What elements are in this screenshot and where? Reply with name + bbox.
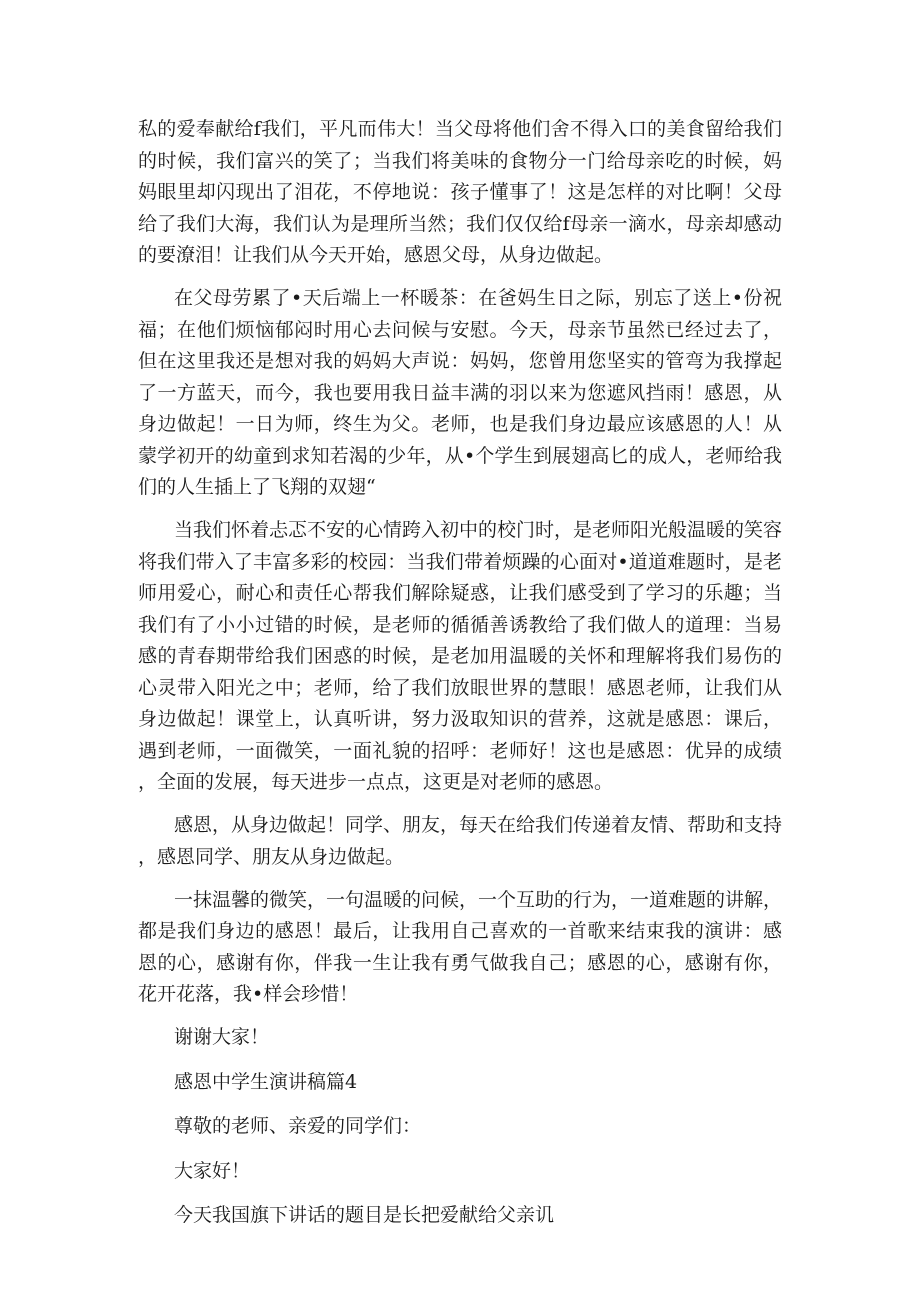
paragraph-1: 私的爱奉献给f我们，平凡而伟大！当父母将他们舍不得入口的美食留给我们的时候，我们富兴的笑了；当我们将美味的食物分一门给母亲吃的时候，妈妈眼里却闪现出了泪花，不停地说：孩子懂事了！这是怎样的对比啊！父母给了我们大海，我们认为是理所当然；我们仅仅给f母亲一滴水，母亲却感动的要潦泪！让我们从今天开始，感恩父母，从身边做起。 (138, 118, 782, 266)
paragraph-2: 在父母劳累了•天后端上一杯暖茶：在爸妈生日之际，别忘了送上•份祝福；在他们烦恼郁闷时用心去问候与安慰。今天，母亲节虽然已经过去了，但在这里我还是想对我的妈妈大声说：妈妈，您曾用您坚实的管弯为我撑起了一方蓝天，而今，我也要用我日益丰满的羽以来为您遮风挡雨！感恩，从身边做起！一日为师，终生为父。老师，也是我们身边最应该感恩的人！从蒙学初开的幼童到求知若渴的少年，从•个学生到展翅高匕的成人，老师给我们的人生插上了飞翔的双翅“ (138, 287, 782, 498)
closing-thanks: 谢谢大家！ (174, 1026, 270, 1048)
paragraph-4: 感恩，从身边做起！同学、朋友，每天在给我们传递着友情、帮助和支持，感恩同学、朋友从身边做起。 (138, 814, 783, 868)
greeting: 大家好！ (174, 1159, 251, 1182)
topic-line: 今天我国旗下讲话的题目是长把爱献给父亲讥 (174, 1204, 555, 1226)
paragraph-5: 一抹温馨的微笑，一句温暖的问候，一个互助的行为，一道难题的讲解，都是我们身边的感恩！最后，让我用自己喜欢的一首歌来结束我的演讲：感恩的心，感谢有你，伴我一生让我有勇气做我自己；感恩的心，感谢有你，花开花落，我•样会珍惜！ (138, 888, 783, 1005)
paragraph-3: 当我们怀着忐忑不安的心情跨入初中的校门时，是老师阳光般温暖的笑容将我们带入了丰富多彩的校园：当我们带着烦躁的心面对•道道难题时，是老师用爱心，耐心和责任心帮我们解除疑惑，让我们感受到了学习的乐趣；当我们有了小小过错的时候，是老师的循循善诱教给了我们做人的道理：当易感的青春期带给我们困惑的时候，是老加用温暖的关怀和理解将我们易伤的心灵带入阳光之中；老师，给了我们放眼世界的慧眼！感恩老师，让我们从身边做起！课堂上，认真听讲，努力汲取知识的营养，这就是感恩：课后，遇到老师，一面微笑，一面礼貌的招呼：老师好！这也是感恩：优异的成绩，全面的发展，每天进步一点点，这更是对老师的感恩。 (138, 519, 783, 793)
section-heading: 感恩中学生演讲稿篇4 (174, 1070, 358, 1093)
salutation: 尊敬的老师、亲爱的同学们： (174, 1115, 422, 1137)
document-body (138, 114, 782, 1245)
